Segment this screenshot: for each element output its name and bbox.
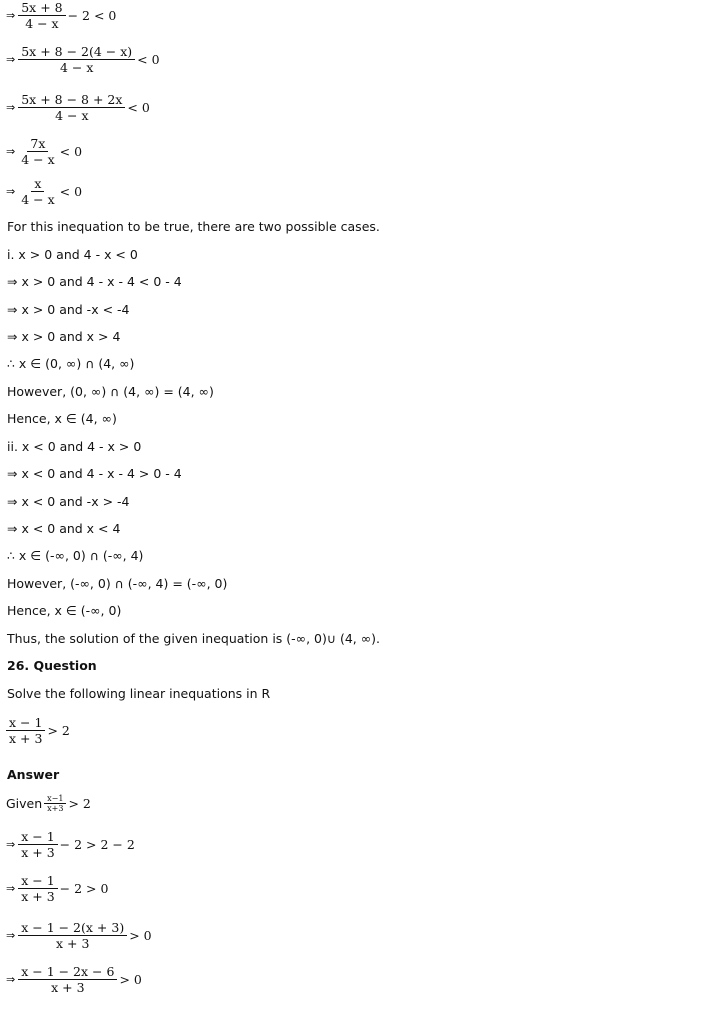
given-statement <box>6 794 91 813</box>
text-line: Hence, x ∈ (4, ∞) <box>7 411 117 426</box>
numerator: 5x + 8 − 2(4 − x) <box>18 44 135 60</box>
equation-step-1 <box>6 0 116 31</box>
fraction <box>18 44 135 75</box>
text-line: ⇒ x > 0 and -x < -4 <box>7 302 130 317</box>
text-line: i. x > 0 and 4 - x < 0 <box>7 247 138 262</box>
equation-tail: < 0 <box>127 100 150 115</box>
text-line: Thus, the solution of the given inequation is (-∞, 0)∪ (4, ∞). <box>7 631 381 646</box>
text-line: ⇒ x < 0 and 4 - x - 4 > 0 - 4 <box>7 466 182 481</box>
equation-tail: > 0 <box>119 972 142 987</box>
numerator: x − 1 <box>6 715 45 731</box>
equation-tail: < 0 <box>59 144 83 159</box>
numerator: x <box>31 176 44 192</box>
numerator: 5x + 8 <box>18 0 65 16</box>
fraction <box>6 715 45 746</box>
equation-tail: < 0 <box>59 184 83 199</box>
implies-arrow: ⇒ <box>6 929 16 942</box>
fraction <box>18 0 65 31</box>
numerator: x−1 <box>44 794 66 804</box>
equation-step-6 <box>6 829 135 860</box>
fraction <box>18 136 57 167</box>
implies-arrow: ⇒ <box>6 973 16 986</box>
fraction <box>18 829 57 860</box>
equation-tail: > 0 <box>129 928 152 943</box>
text-line: ∴ x ∈ (-∞, 0) ∩ (-∞, 4) <box>7 548 144 563</box>
text-line: However, (0, ∞) ∩ (4, ∞) = (4, ∞) <box>7 384 214 399</box>
given-label: Given <box>6 796 43 811</box>
question-text: Solve the following linear inequations in R <box>7 686 271 701</box>
text-line: ⇒ x > 0 and 4 - x - 4 < 0 - 4 <box>7 274 182 289</box>
text-line: For this inequation to be true, there are two possible cases. <box>7 219 380 234</box>
fraction <box>18 920 127 951</box>
implies-arrow: ⇒ <box>6 145 16 158</box>
question-heading: 26. Question <box>7 658 97 673</box>
implies-arrow: ⇒ <box>6 185 16 198</box>
denominator: 4 − x <box>59 60 94 75</box>
denominator: 4 − x <box>21 192 55 207</box>
equation-step-2 <box>6 44 160 75</box>
equation-tail: > 2 <box>47 723 70 738</box>
implies-arrow: ⇒ <box>6 101 16 114</box>
equation-step-3 <box>6 92 150 123</box>
fraction <box>44 794 66 813</box>
numerator: x − 1 <box>18 829 57 845</box>
fraction <box>18 873 57 904</box>
fraction <box>18 176 57 207</box>
equation-tail: > 2 <box>68 796 91 811</box>
numerator: 5x + 8 − 8 + 2x <box>18 92 125 108</box>
problem-statement <box>6 715 70 746</box>
answer-heading: Answer <box>7 767 60 782</box>
implies-arrow: ⇒ <box>6 882 16 895</box>
equation-step-4 <box>6 136 82 167</box>
text-line: ii. x < 0 and 4 - x > 0 <box>7 439 142 454</box>
text-line: ∴ x ∈ (0, ∞) ∩ (4, ∞) <box>7 356 135 371</box>
implies-arrow: ⇒ <box>6 838 16 851</box>
equation-step-8 <box>6 920 152 951</box>
denominator: 4 − x <box>21 152 55 167</box>
denominator: 4 − x <box>25 16 59 31</box>
fraction <box>18 964 117 995</box>
denominator: x + 3 <box>51 980 85 995</box>
denominator: x + 3 <box>21 845 55 860</box>
equation-step-5 <box>6 176 82 207</box>
text-line: ⇒ x < 0 and x < 4 <box>7 521 121 536</box>
fraction <box>18 92 125 123</box>
text-line: However, (-∞, 0) ∩ (-∞, 4) = (-∞, 0) <box>7 576 228 591</box>
equation-step-9 <box>6 964 142 995</box>
equation-tail: < 0 <box>137 52 160 67</box>
denominator: x+3 <box>47 804 64 813</box>
numerator: x − 1 <box>18 873 57 889</box>
text-line: ⇒ x > 0 and x > 4 <box>7 329 121 344</box>
implies-arrow: ⇒ <box>6 53 16 66</box>
denominator: x + 3 <box>9 731 43 746</box>
text-line: Hence, x ∈ (-∞, 0) <box>7 603 122 618</box>
numerator: 7x <box>27 136 48 152</box>
denominator: x + 3 <box>21 889 55 904</box>
numerator: x − 1 − 2(x + 3) <box>18 920 127 936</box>
equation-tail: − 2 < 0 <box>67 8 117 23</box>
equation-tail: − 2 > 2 − 2 <box>59 837 135 852</box>
numerator: x − 1 − 2x − 6 <box>18 964 117 980</box>
implies-arrow: ⇒ <box>6 9 16 22</box>
equation-tail: − 2 > 0 <box>59 881 109 896</box>
denominator: x + 3 <box>55 936 90 951</box>
equation-step-7 <box>6 873 108 904</box>
text-line: ⇒ x < 0 and -x > -4 <box>7 494 130 509</box>
denominator: 4 − x <box>55 108 89 123</box>
